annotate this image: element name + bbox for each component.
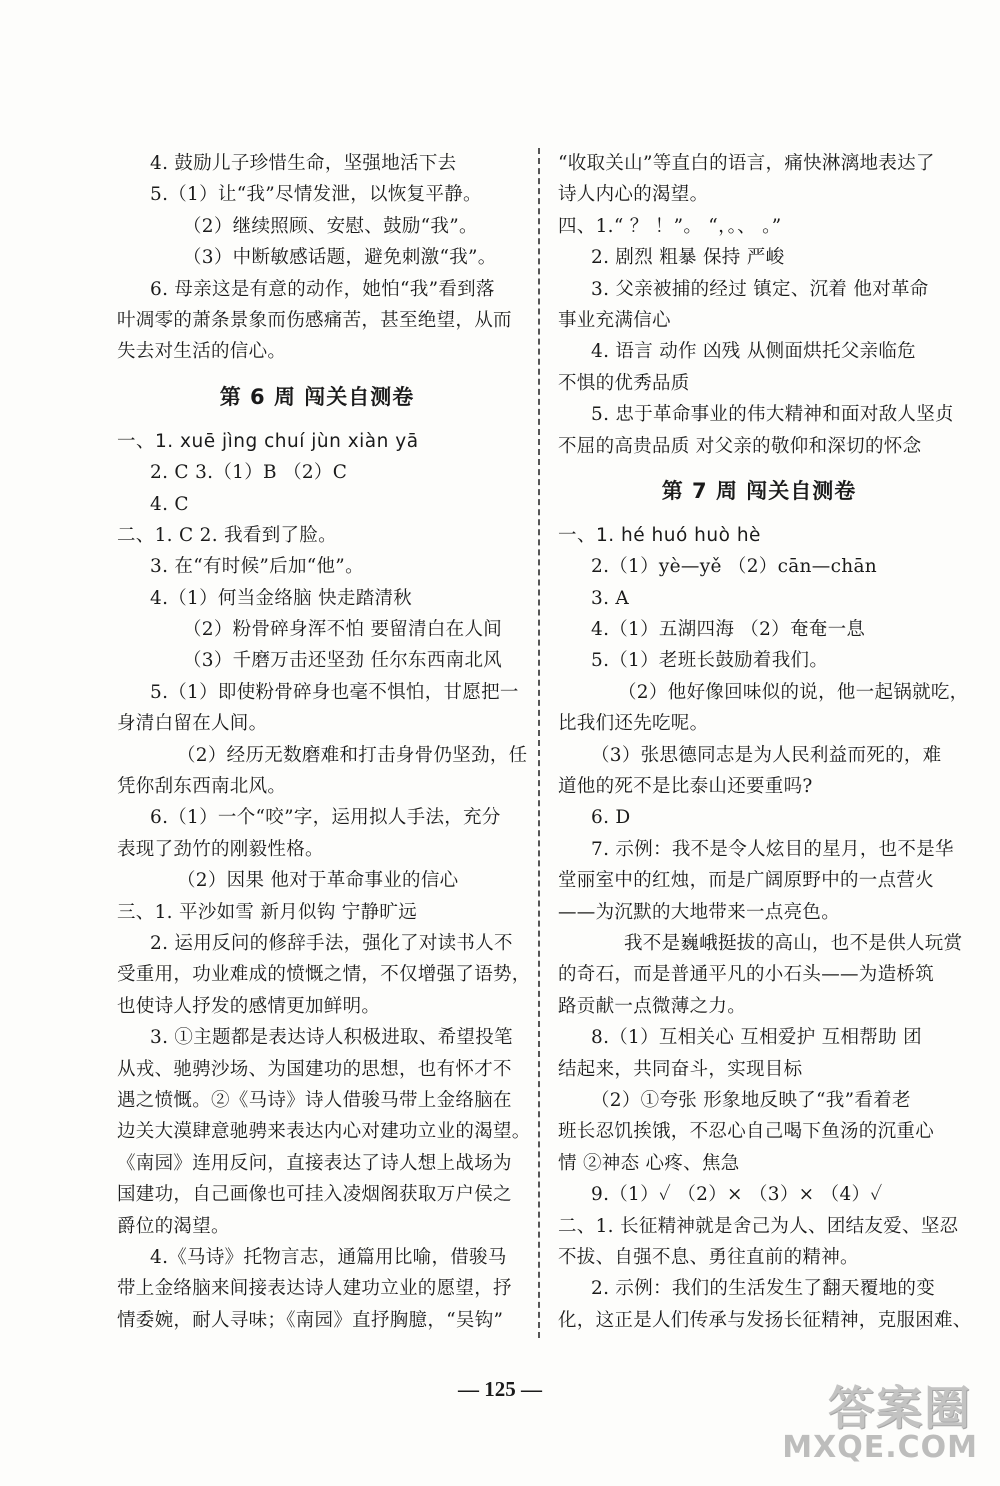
- answer-line: 国建功，自己画像也可挂入凌烟阁获取万户侯之: [117, 1184, 512, 1206]
- answer-line: 二、1. 长征精神就是舍己为人、团结友爱、坚忍: [558, 1215, 959, 1237]
- answer-line: 4. 语言 动作 凶残 从侧面烘托父亲临危: [591, 341, 916, 363]
- answer-line: （2）粉骨碎身浑不怕 要留清白在人间: [183, 619, 503, 641]
- answer-line: 三、1. 平沙如雪 新月似钩 宁静旷远: [117, 901, 417, 923]
- answer-line: （2）他好像回味似的说，他一起锅就吃，: [618, 681, 969, 703]
- answer-line: 结起来，共同奋斗，实现目标: [558, 1058, 803, 1080]
- answer-line: “收取关山”等直白的语言，痛快淋漓地表达了: [558, 153, 935, 174]
- answer-line: 不惧的优秀品质: [558, 372, 690, 394]
- watermark-logo: [768, 1372, 978, 1472]
- answer-line: 2. C 3.（1）B （2）C: [150, 462, 348, 484]
- answer-line: 道他的死不是比泰山还要重吗?: [558, 776, 813, 798]
- section-heading: 第 7 周 闯关自测卷: [661, 478, 857, 503]
- answer-line: 3. ①主题都是表达诗人积极进取、希望投笔: [150, 1027, 513, 1049]
- answer-line: 7. 示例：我不是令人炫目的星月，也不是华: [591, 838, 954, 860]
- answer-line: 诗人内心的渴望。: [558, 184, 709, 206]
- answer-line: 情 ②神态 心疼、焦急: [558, 1152, 740, 1174]
- answer-line: 4.（1）五湖四海 （2）奄奄一息: [591, 619, 866, 641]
- watermark-url: MXQE.COM: [782, 1430, 978, 1465]
- answer-line: 二、1. C 2. 我看到了脸。: [117, 524, 337, 546]
- answer-line: 《南园》连用反问，直接表达了诗人想上战场为: [117, 1152, 512, 1174]
- answer-line: 情委婉，耐人寻味；《南园》直抒胸臆，“吴钩”: [117, 1309, 504, 1331]
- page-number: — 125 —: [458, 1377, 542, 1401]
- answer-line: （3）中断敏感话题，避免刺激“我”。: [183, 247, 497, 269]
- answer-line: 比我们还先吃呢。: [558, 713, 709, 735]
- answer-line: ——为沉默的大地带来一点亮色。: [558, 901, 841, 923]
- answer-line: 5.（1）老班长鼓励着我们。: [591, 650, 829, 672]
- answer-line: （3）张思德同志是为人民利益而死的，难: [591, 744, 942, 766]
- answer-line: 8.（1）互相关心 互相爱护 互相帮助 团: [591, 1027, 922, 1049]
- answer-line: 的奇石，而是普通平凡的小石头——为造桥筑: [558, 964, 935, 986]
- answer-line: 3. 父亲被捕的经过 镇定、沉着 他对革命: [591, 278, 929, 300]
- answer-line: 6.（1）一个“咬”字，运用拟人手法，充分: [150, 807, 501, 829]
- answer-line: （3）千磨万击还坚劲 任尔东西南北风: [183, 650, 503, 672]
- answer-line: 堂丽室中的红烛，而是广阔原野中的一点营火: [558, 870, 935, 892]
- answer-line: 遇之愤慨。②《马诗》诗人借骏马带上金络脑在: [117, 1089, 512, 1111]
- answer-line: 带上金络脑来间接表达诗人建功立业的愿望，抒: [117, 1278, 512, 1300]
- answer-line: 2.（1）yè—yě （2）cān—chān: [591, 556, 877, 578]
- answer-line: 5.（1）即使粉骨碎身也毫不惧怕，甘愿把一: [150, 681, 519, 703]
- answer-line: 失去对生活的信心。: [117, 341, 287, 363]
- answer-line: 6. D: [591, 807, 631, 829]
- answer-line: 四、1.“ ？ ！”。 “，。、 。”: [558, 215, 782, 237]
- answer-line: 不屈的高贵品质 对父亲的敬仰和深切的怀念: [558, 435, 922, 457]
- answer-line: 4. 鼓励儿子珍惜生命，坚强地活下去: [150, 153, 457, 174]
- answer-line: 5.（1）让“我”尽情发泄，以恢复平静。: [150, 184, 482, 206]
- answer-line: 爵位的渴望。: [117, 1215, 230, 1237]
- answer-line: 4.《马诗》托物言志，通篇用比喻，借骏马: [150, 1246, 507, 1268]
- answer-line: 受重用，功业难成的愤慨之情，不仅增强了语势，: [117, 964, 531, 986]
- answer-line: 路贡献一点微薄之力。: [558, 995, 747, 1017]
- watermark-title: 答案圈: [828, 1381, 972, 1435]
- answer-line: 化，这正是人们传承与发扬长征精神，克服困难、: [558, 1309, 972, 1331]
- answer-line: 2. 运用反问的修辞手法，强化了对读书人不: [150, 932, 513, 954]
- answer-line: 一、1. hé huó huò hè: [558, 524, 761, 546]
- column-divider: [538, 148, 540, 1338]
- section-heading: 第 6 周 闯关自测卷: [219, 384, 415, 409]
- answer-line: 3. 在“有时候”后加“他”。: [150, 556, 364, 578]
- answer-line: 2. 剧烈 粗暴 保持 严峻: [591, 247, 785, 269]
- answer-line: 一、1. xuē jìng chuí jùn xiàn yā: [117, 430, 419, 452]
- answer-line: 身清白留在人间。: [117, 713, 268, 735]
- answer-line: 4.（1）何当金络脑 快走踏清秋: [150, 587, 413, 609]
- answer-line: 也使诗人抒发的感情更加鲜明。: [117, 995, 381, 1017]
- answer-line: 叶凋零的萧条景象而伤感痛苦，甚至绝望，从而: [117, 309, 512, 331]
- answer-line: 5. 忠于革命事业的伟大精神和面对敌人坚贞: [591, 404, 954, 426]
- answer-line: 凭你刮东西南北风。: [117, 776, 287, 798]
- answer-line: 从戎、驰骋沙场、为国建功的思想，也有怀才不: [117, 1058, 512, 1080]
- answer-line: 不拔、自强不息、勇往直前的精神。: [558, 1246, 859, 1268]
- answer-line: 4. C: [150, 493, 189, 515]
- answer-line: （2）继续照顾、安慰、鼓励“我”。: [183, 215, 478, 237]
- answer-line: 表现了劲竹的刚毅性格。: [117, 838, 324, 860]
- answer-line: 事业充满信心: [558, 309, 671, 331]
- answer-line: 2. 示例：我们的生活发生了翻天覆地的变: [591, 1278, 936, 1300]
- answer-line: 6. 母亲这是有意的动作，她怕“我”看到落: [150, 278, 495, 300]
- answer-line: （2）①夸张 形象地反映了“我”看着老: [591, 1089, 911, 1111]
- answer-line: （2）因果 他对于革命事业的信心: [177, 870, 459, 892]
- answer-line: 我不是巍峨挺拔的高山，也不是供人玩赏: [624, 932, 963, 954]
- answer-line: 9.（1）✓ （2）× （3）× （4）✓: [591, 1184, 883, 1206]
- answer-line: （2）经历无数磨难和打击身骨仍坚劲，任: [177, 744, 528, 766]
- answer-line: 边关大漠肆意驰骋来表达内心对建功立业的渴望。: [117, 1121, 531, 1143]
- answer-line: 班长忍饥挨饿，不忍心自己喝下鱼汤的沉重心: [558, 1121, 935, 1143]
- left-column: [117, 148, 531, 1336]
- answer-line: 3. A: [591, 587, 630, 609]
- right-column: [558, 148, 972, 1336]
